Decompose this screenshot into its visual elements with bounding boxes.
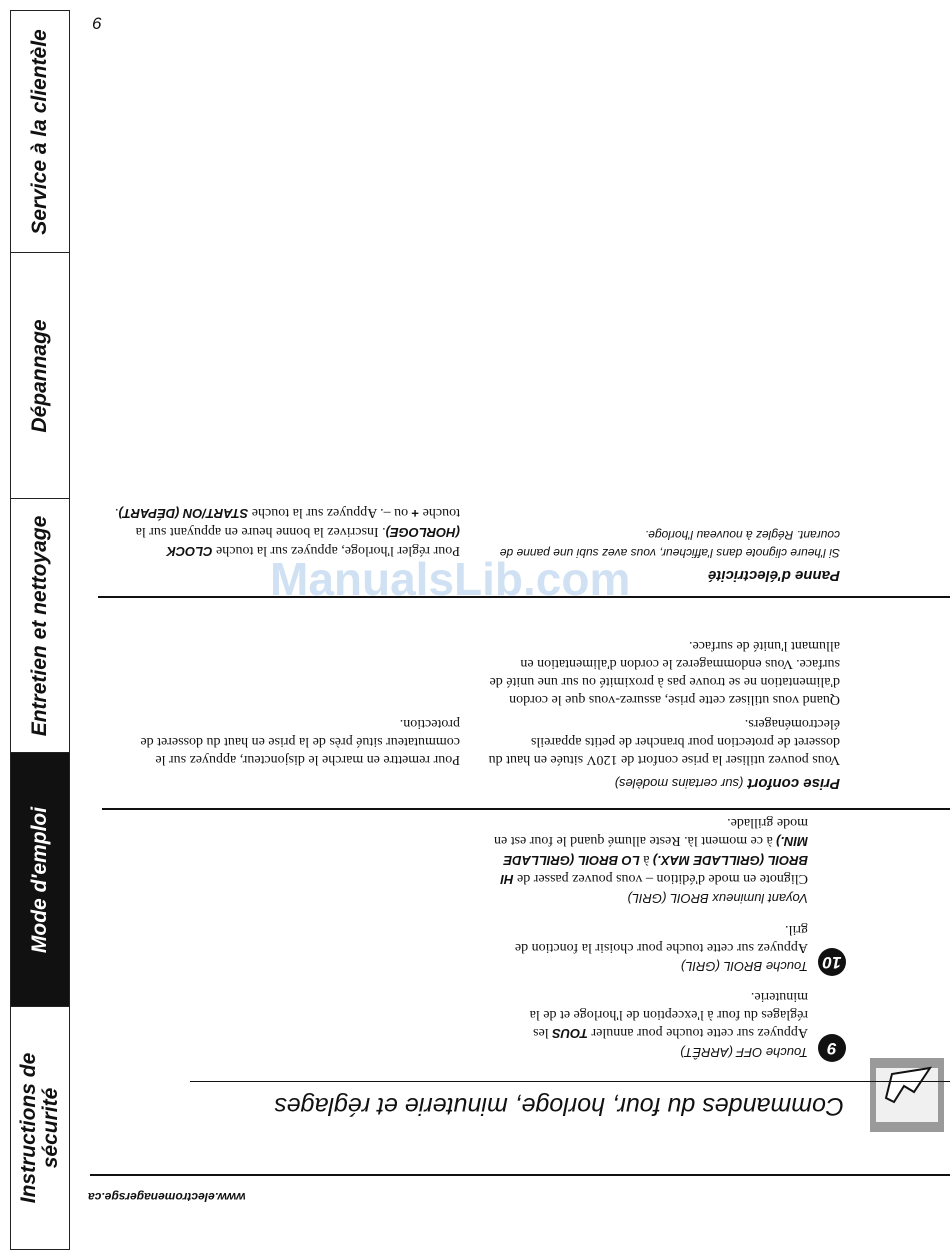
step-number-9: 9 — [818, 1034, 846, 1062]
text-part: . Inscrivez la bonne heure en appuyant sur la touche — [135, 505, 460, 539]
main-title: Commandes du four, horloge, minuterie et réglages — [274, 1092, 844, 1120]
tab-mode-emploi[interactable] — [11, 753, 69, 1007]
tab-depannage[interactable] — [11, 253, 69, 499]
text-part: les réglages du four à l'exception de l'horloge et de la minuterie. — [529, 989, 808, 1040]
step-number-10: 10 — [818, 948, 846, 976]
divider — [102, 808, 950, 810]
outlet-para-1: Vous pouvez utiliser la prise confort de 120V située en haut du dosseret de protection pour brancher de petits appareils électroménagers. — [488, 716, 840, 767]
off-key-label: Touche OFF (ARRÊT) — [680, 1045, 808, 1060]
text-part: . — [115, 505, 119, 520]
outlet-para-3: Pour remettre en marche le disjoncteur, appuyez sur le commutateur situé près de la prise en haut du dosseret de protection. — [140, 716, 460, 767]
outlet-para-2: Quand vous utilisez cette prise, assurez-vous que le cordon d'alimentation ne se trouve pas à proximité ou sur une unité de surface. Vous endommagerez le cordon d'alimentation en allumant l'unité de surface. — [489, 638, 840, 707]
key-name: LO BROIL (GRILLADE MIN.) — [503, 834, 808, 868]
power-heading: Panne d'électricité — [708, 567, 840, 584]
power-note: Si l'heure clignote dans l'afficheur, vous avez subi une panne de courant. Réglez à nouveau l'horloge. — [499, 528, 840, 560]
text-part: à ce moment là. Reste allumé quand le four est en mode grillade. — [493, 815, 808, 848]
text-part: à — [639, 852, 653, 867]
key-name: + — [411, 506, 420, 521]
page-number: 6 — [92, 14, 102, 33]
divider — [190, 1081, 950, 1082]
tab-entretien[interactable] — [11, 499, 69, 753]
tab-label: Mode d'emploi — [28, 806, 51, 953]
tab-service-clientele[interactable] — [11, 11, 69, 253]
tab-label: Dépannage — [28, 318, 51, 433]
broil-key-label: Touche BROIL (GRIL) — [680, 959, 808, 974]
text-part: ou –. Appuyez sur la touche — [248, 505, 412, 520]
side-tabs — [10, 10, 70, 1250]
text-part: Appuyez sur cette touche pour annuler — [587, 1025, 808, 1040]
key-name: START/ON (DÉPART) — [118, 506, 249, 521]
key-name: HI BROIL (GRILLADE MAX.) — [500, 853, 808, 887]
outlet-heading — [615, 775, 840, 792]
hand-pointing-icon — [870, 1058, 944, 1132]
off-key-description — [488, 987, 808, 1042]
key-name: CLOCK (HORLOGE) — [166, 525, 460, 559]
tab-instructions-securite[interactable] — [11, 1007, 69, 1249]
heading-text: Prise confort — [747, 775, 840, 792]
tab-label: Instructions de sécurité — [17, 1052, 62, 1204]
tab-label: Service à la clientèle — [28, 28, 51, 235]
website-url[interactable]: www.electromenagersge.ca — [88, 1190, 246, 1204]
divider — [90, 1174, 950, 1176]
watermark: ManualsLib.com — [270, 553, 631, 605]
text-part: Pour régler l'horloge, appuyez sur la touche — [212, 543, 460, 558]
broil-light-label: Voyant lumineux BROIL (GRIL) — [627, 891, 808, 906]
broil-key-description: Appuyez sur cette touche pour choisir la fonction de gril. — [514, 922, 808, 955]
key-name: TOUS — [552, 1026, 588, 1041]
heading-note: (sur certains modèles) — [614, 776, 744, 791]
broil-light-description — [478, 813, 808, 888]
text-part: Clignote en mode d'édition – vous pouvez passer de — [513, 871, 808, 886]
tab-label: Entretien et nettoyage — [28, 515, 51, 736]
